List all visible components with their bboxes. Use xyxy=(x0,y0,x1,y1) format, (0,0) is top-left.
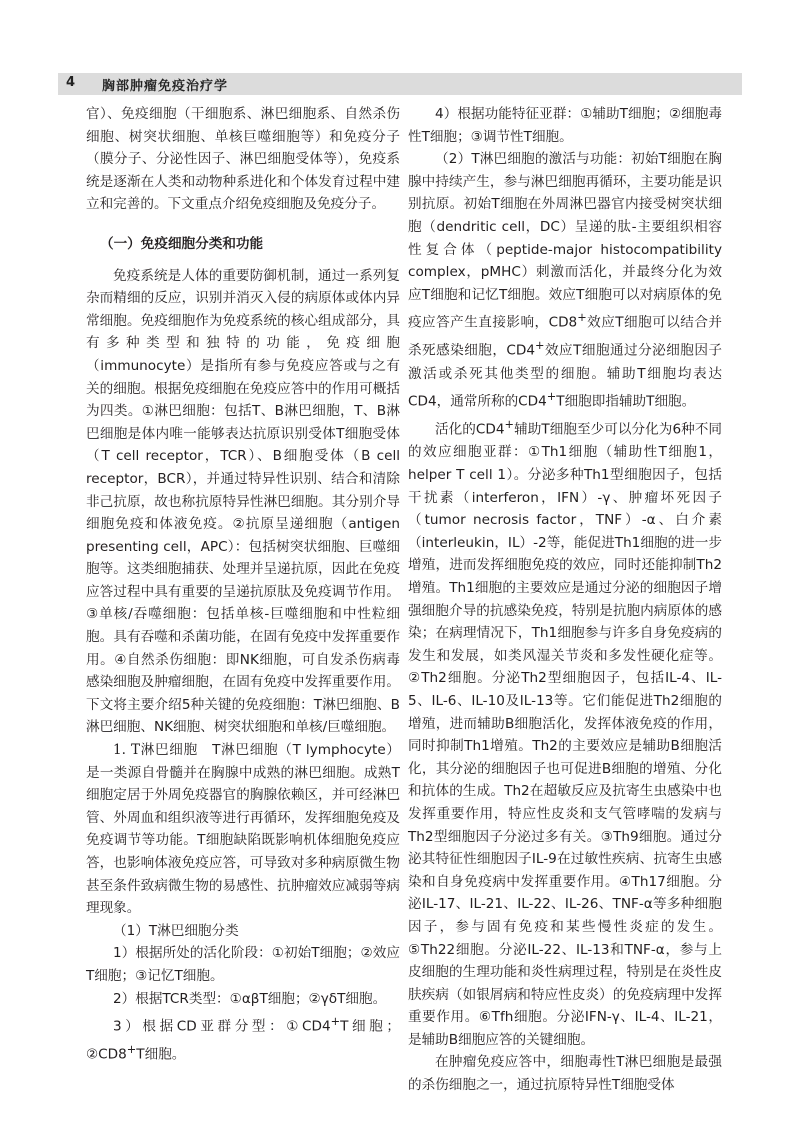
classification-item-4: 4）根据功能特征亚群：①辅助T细胞；②细胞毒性T细胞；③调节性T细胞。 xyxy=(408,106,722,145)
superscript: + xyxy=(126,1042,137,1057)
overview-paragraph: 免疫系统是人体的重要防御机制，通过一系列复杂而精细的反应，识别并消灭入侵的病原体或体内异常细胞。免疫细胞作为免疫系统的核心组成部分，具有多种类型和独特的功能，免疫细胞（immunocyte）是指所有参与免疫应答或与之有关的细胞。根据免疫细胞在免疫应答中的作用可概括为四类。①淋巴细胞：包括T、B淋巴细胞，T、B淋巴细胞是体内唯一能够表达抗原识别受体T细胞受体（T cell receptor，TCR）、B细胞受体（B cell receptor，BCR），并通过特异性识别、结合和清除非己抗原，故也称抗原特异性淋巴细胞。其分别介导细胞免疫和体液免疫。②抗原呈递细胞（antigen presenting cell，APC）：包括树突状细胞、巨噬细胞等。这类细胞捕获、处理并呈递抗原，因此在免疫应答过程中具有重要的呈递抗原肽及免疫调节作用。③单核/吞噬细胞：包括单核-巨噬细胞和中性粒细胞。具有吞噬和杀菌功能，在固有免疫中发挥重要作用。④自然杀伤细胞：即NK细胞，可自发杀伤病毒感染细胞及肿瘤细胞，在固有免疫中发挥重要作用。下文将主要介绍5种关键的免疫细胞：T淋巴细胞、B淋巴细胞、NK细胞、树突状细胞和单核/巨噬细胞。 xyxy=(86,267,400,736)
text-segment: 3）根据CD亚群分型：①CD4 xyxy=(113,1018,331,1035)
tcell-subheading: 1. T淋巴细胞 xyxy=(113,742,198,759)
right-column xyxy=(408,103,722,1097)
classification-item-1: 1）根据所处的活化阶段：①初始T细胞；②效应T细胞；③记忆T细胞。 xyxy=(86,945,400,984)
page-number: 4 xyxy=(66,75,76,90)
text-segment: 辅助T细胞至少可以分化为6种不同的效应细胞亚群：①Th1细胞（辅助性T细胞1，helper T cell 1）。分泌多种Th1型细胞因子，包括干扰素（interferon，IFN）-γ、肿瘤坏死因子（tumor necrosis factor，TNF）-α、白介素（interleukin，IL）-2等，能促进Th1细胞的进一步增殖，进而发挥细胞免疫的效应，同时还能抑制Th2增殖。Th1细胞的主要效应是通过分泌的细胞因子增强细胞介导的抗感染免疫，特别是抗胞内病原体的感染；在病理情况下，Th1细胞参与许多自身免疫病的发生和发展，如类风湿关节炎和多发性硬化症等。②Th2细胞。分泌Th2型细胞因子，包括IL-4、IL-5、IL-6、IL-10及IL-13等。它们能促进Th2细胞的增殖，进而辅助B细胞活化，发挥体液免疫的作用，同时抑制Th1增殖。Th2的主要效应是辅助B细胞活化，其分泌的细胞因子也可促进B细胞的增殖、分化和抗体的生成。Th2在超敏反应及抗寄生虫感染中也发挥重要作用，特应性皮炎和支气管哮喘的发病与Th2型细胞因子分泌过多有关。③Th9细胞。通过分泌其特征性细胞因子IL-9在过敏性疾病、抗寄生虫感染和自身免疫病中发挥重要作用。④Th17细胞。分泌IL-17、IL-21、IL-22、IL-26、TNF-α等多种细胞因子，参与固有免疫和某些慢性炎症的发生。⑤Th22细胞。分泌IL-22、IL-13和TNF-α，参与上皮细胞的生理功能和炎性病理过程，特别是在炎性皮肤疾病（如银屑病和特应性皮炎）的免疫病理中发挥重要作用。⑥Tfh细胞。分泌IFN-γ、IL-4、IL-21，是辅助B细胞应答的关键细胞。 xyxy=(408,421,723,1048)
text-segment: 活化的CD4 xyxy=(435,421,505,438)
superscript: + xyxy=(535,338,545,353)
text-segment: T细胞。 xyxy=(136,1046,186,1063)
text-segment: T细胞即指辅助T细胞。 xyxy=(556,393,696,410)
tcell-paragraph xyxy=(86,739,400,920)
text-segment: （2）T淋巴细胞的激活与功能：初始T细胞在胸腺中持续产生，参与淋巴细胞再循环，主要功能是识别抗原。初始T细胞在外周淋巴器官内接受树突状细胞（dendritic cell，DC）呈递的肽-主要组织相容性复合体（peptide-major histocompatibility complex，pMHC）刺激而活化，并最终分化为效应T细胞和记忆T细胞。效应T细胞可以对病原体的免疫应答产生直接影响，CD8 xyxy=(408,151,722,331)
superscript: + xyxy=(546,389,557,404)
text-segment: 效应T细胞通过分泌细胞因子激活或杀死其他类型的细胞。辅助T细胞均表达CD4，通常所称的CD4 xyxy=(408,343,723,410)
book-title: 胸部肿瘤免疫治疗学 xyxy=(102,79,229,94)
text-segment: T细胞；②CD8 xyxy=(86,1018,400,1063)
tcell-body: T淋巴细胞（T lymphocyte）是一类源自骨髓并在胸腺中成熟的淋巴细胞。成熟T细胞定居于外周免疫器官的胸腺依赖区，并可经淋巴管、外周血和组织液等进行再循环，发挥细胞免疫及免疫调节等功能。T细胞缺陷既影响机体细胞免疫应答，也影响体液免疫应答，可导致对多种病原微生物甚至条件致病微生物的易感性、抗肿瘤效应减弱等病理现象。 xyxy=(86,742,401,917)
superscript: + xyxy=(577,310,587,325)
tumor-immunity-paragraph: 在肿瘤免疫应答中，细胞毒性T淋巴细胞是最强的杀伤细胞之一，通过抗原特异性T细胞受体 xyxy=(408,1054,722,1094)
left-column xyxy=(86,103,400,1066)
text-segment: 效应T细胞可以结合并杀死感染细胞，CD4 xyxy=(408,314,722,359)
activation-paragraph xyxy=(408,148,722,413)
superscript: + xyxy=(504,417,515,432)
classification-item-3 xyxy=(86,1010,400,1066)
section-heading: （一）免疫细胞分类和功能 xyxy=(100,235,264,252)
superscript: + xyxy=(330,1014,341,1029)
th-subsets-paragraph xyxy=(408,413,722,1051)
intro-paragraph: 官）、免疫细胞（干细胞系、淋巴细胞系、自然杀伤细胞、树突状细胞、单核巨噬细胞等）和免疫分子（膜分子、分泌性因子、淋巴细胞受体等），免疫系统是逐渐在人类和动物种系进化和个体发育过程中建立和完善的。下文重点介绍免疫细胞及免疫分子。 xyxy=(86,106,400,213)
tcell-classification-heading: （1）T淋巴细胞分类 xyxy=(113,922,239,939)
classification-item-2: 2）根据TCR类型：①αβT细胞；②γδT细胞。 xyxy=(113,990,387,1007)
